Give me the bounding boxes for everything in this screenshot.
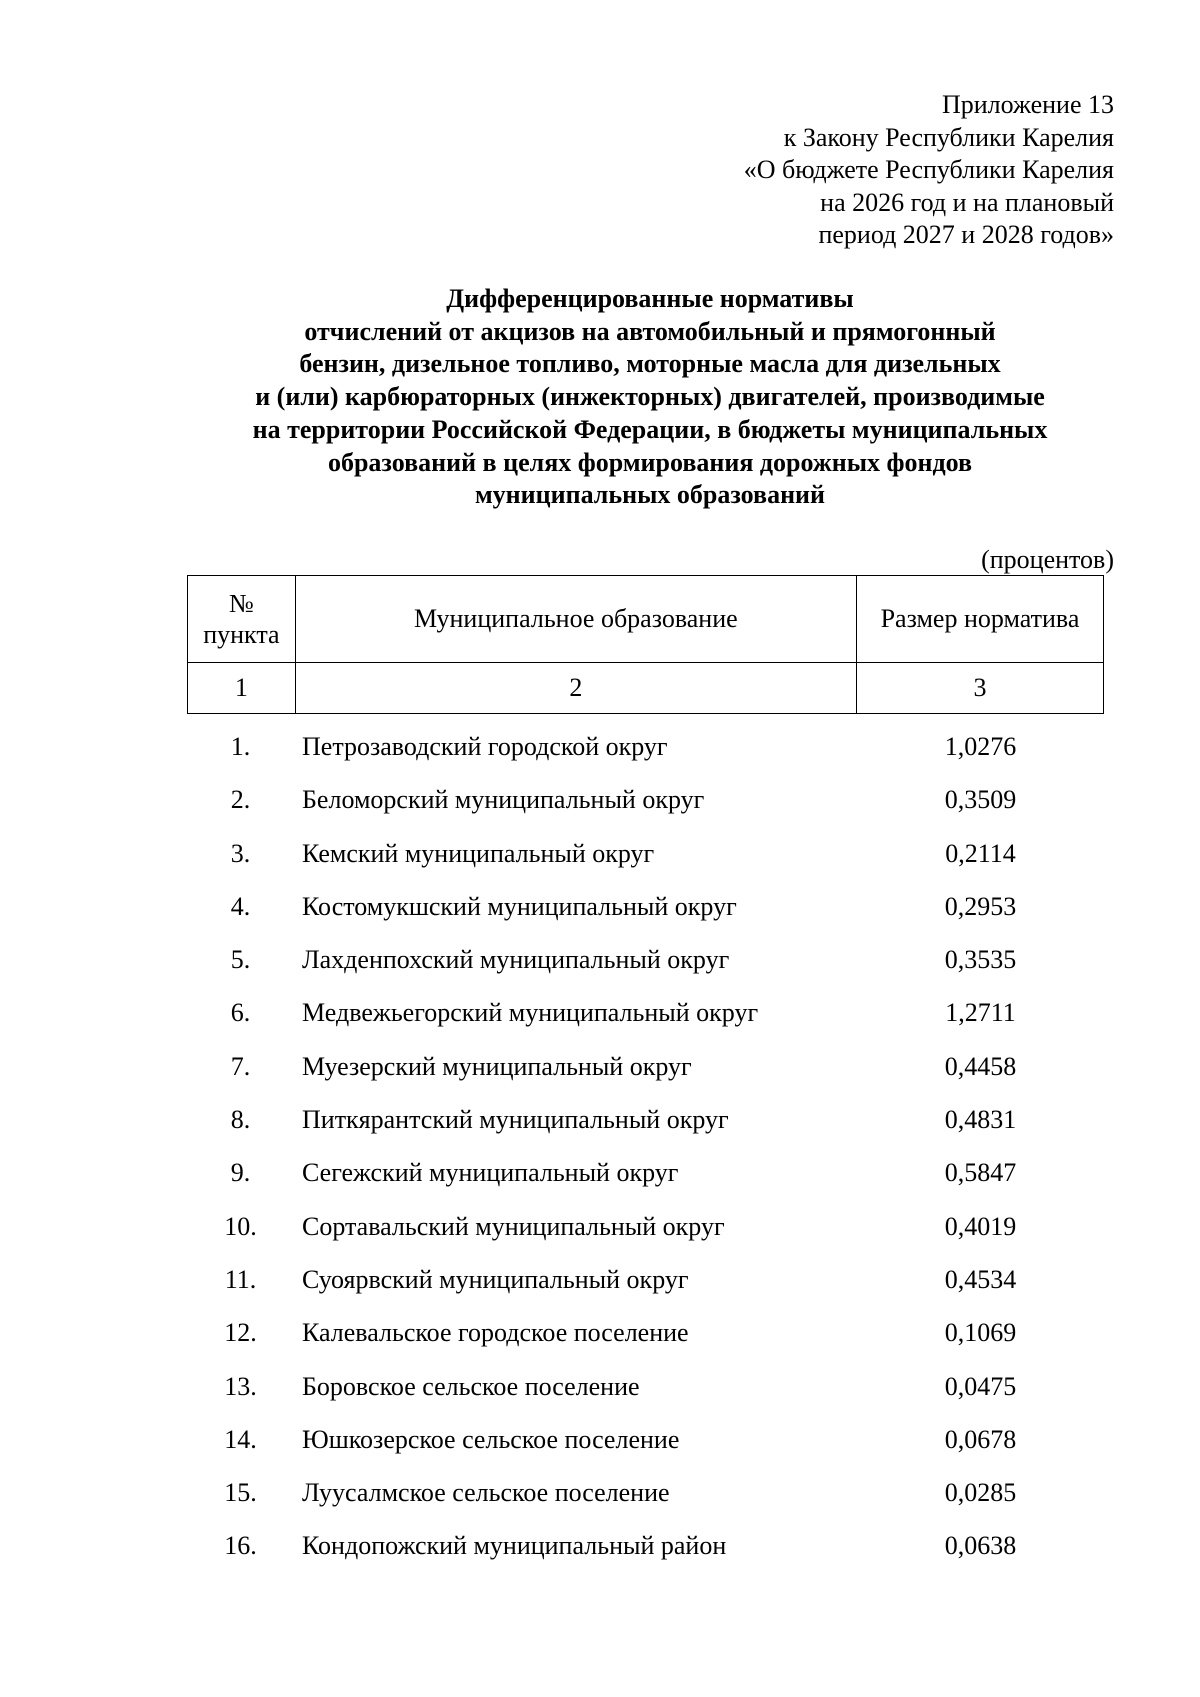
row-number: 4. [230, 891, 251, 921]
table-row [187, 827, 1104, 880]
row-municipality: Боровское сельское поселение [302, 1371, 640, 1401]
appendix-line: Приложение 13 [941, 90, 1114, 119]
header-number-word: пункта [203, 620, 280, 649]
row-municipality: Петрозаводский городской округ [302, 732, 668, 761]
row-value: 0,2953 [944, 891, 1017, 921]
table-row [187, 986, 1104, 1039]
title-line: отчислений от акцизов на автомобильный и прямогонный [304, 316, 996, 346]
appendix-line: период 2027 и 2028 годов» [818, 220, 1114, 249]
title-line: муниципальных образований [474, 480, 826, 510]
table-row [187, 1519, 1104, 1572]
row-value: 0,5847 [944, 1158, 1017, 1188]
row-number: 15. [224, 1478, 257, 1508]
title-line: на территории Российской Федерации, в бюджеты муниципальных [252, 414, 1048, 444]
row-municipality: Питкярантский муниципальный округ [302, 1105, 729, 1135]
header-municipality-cell: Муниципальное образование [295, 576, 856, 663]
row-value: 0,0475 [944, 1371, 1017, 1401]
title-line: образований в целях формирования дорожных фондов [327, 447, 973, 477]
row-value: 0,0678 [944, 1424, 1017, 1454]
row-number: 12. [224, 1318, 257, 1348]
row-municipality: Сегежский муниципальный округ [302, 1158, 679, 1188]
table-row [187, 1040, 1104, 1093]
table-row [187, 1413, 1104, 1466]
appendix-line: «О бюджете Республики Карелия [743, 155, 1114, 184]
title-line: и (или) карбюраторных (инжекторных) двигателей, производимые [255, 382, 1045, 412]
table-body [187, 720, 1104, 1573]
row-municipality: Сортавальский муниципальный округ [302, 1211, 725, 1241]
header-number-cell [188, 576, 296, 663]
row-number: 10. [224, 1211, 257, 1241]
row-municipality: Калевальское городское поселение [302, 1318, 689, 1348]
column-number-row [188, 663, 1104, 714]
header-row [188, 576, 1104, 663]
row-number: 14. [224, 1424, 257, 1454]
row-value: 0,2114 [945, 838, 1016, 868]
row-number: 6. [230, 998, 251, 1028]
row-municipality: Беломорский муниципальный округ [302, 785, 705, 815]
table-row [187, 1146, 1104, 1199]
table-row [187, 1093, 1104, 1146]
row-number: 3. [230, 838, 251, 868]
row-number: 9. [230, 1158, 251, 1188]
table-row [187, 1360, 1104, 1413]
row-municipality: Лахденпохский муниципальный округ [302, 945, 730, 975]
header-norm-cell: Размер норматива [856, 576, 1103, 663]
row-value: 1,2711 [945, 998, 1016, 1028]
row-number: 5. [230, 945, 251, 975]
row-number: 16. [224, 1531, 257, 1561]
table-row [187, 1253, 1104, 1306]
row-number: 1. [230, 732, 251, 761]
table-row [187, 1200, 1104, 1253]
table-header [187, 575, 1104, 714]
row-municipality: Муезерский муниципальный округ [302, 1051, 692, 1081]
column-number-3: 3 [856, 663, 1103, 714]
header-number-symbol: № [228, 589, 254, 618]
document-title [0, 283, 1200, 512]
row-value: 0,1069 [944, 1318, 1017, 1348]
row-municipality: Кондопожский муниципальный район [302, 1531, 727, 1561]
table-row [187, 773, 1104, 826]
column-number-1: 1 [188, 663, 296, 714]
title-line: бензин, дизельное топливо, моторные масла для дизельных [299, 349, 1001, 379]
title-line: Дифференцированные нормативы [446, 284, 854, 313]
appendix-line: к Закону Республики Карелия [783, 122, 1114, 152]
table-row [187, 1466, 1104, 1519]
row-municipality: Кемский муниципальный округ [302, 838, 655, 868]
row-value: 0,4831 [944, 1105, 1017, 1135]
row-value: 0,4534 [944, 1264, 1017, 1294]
row-number: 8. [230, 1105, 251, 1135]
row-value: 0,4019 [944, 1211, 1017, 1241]
row-municipality: Костомукшский муниципальный округ [302, 891, 737, 921]
row-municipality: Суоярвский муниципальный округ [302, 1264, 689, 1294]
row-number: 11. [224, 1264, 257, 1294]
table-row [187, 1306, 1104, 1359]
row-municipality: Медвежьегорский муниципальный округ [302, 998, 759, 1028]
row-value: 0,4458 [944, 1051, 1017, 1081]
row-number: 7. [230, 1051, 251, 1081]
row-number: 2. [230, 785, 251, 815]
column-number-2: 2 [295, 663, 856, 714]
row-municipality: Луусалмское сельское поселение [302, 1478, 670, 1508]
row-value: 1,0276 [944, 732, 1017, 761]
table-row [187, 720, 1104, 773]
row-value: 0,3509 [944, 785, 1017, 815]
units-label: (процентов) [981, 545, 1114, 574]
row-number: 13. [224, 1371, 257, 1401]
appendix-line: на 2026 год и на плановый [820, 187, 1114, 217]
appendix-header [744, 89, 1114, 252]
table-row [187, 880, 1104, 933]
row-value: 0,0638 [944, 1531, 1017, 1561]
row-municipality: Юшкозерское сельское поселение [302, 1424, 680, 1454]
table-row [187, 933, 1104, 986]
row-value: 0,0285 [944, 1478, 1017, 1508]
row-value: 0,3535 [944, 945, 1017, 975]
